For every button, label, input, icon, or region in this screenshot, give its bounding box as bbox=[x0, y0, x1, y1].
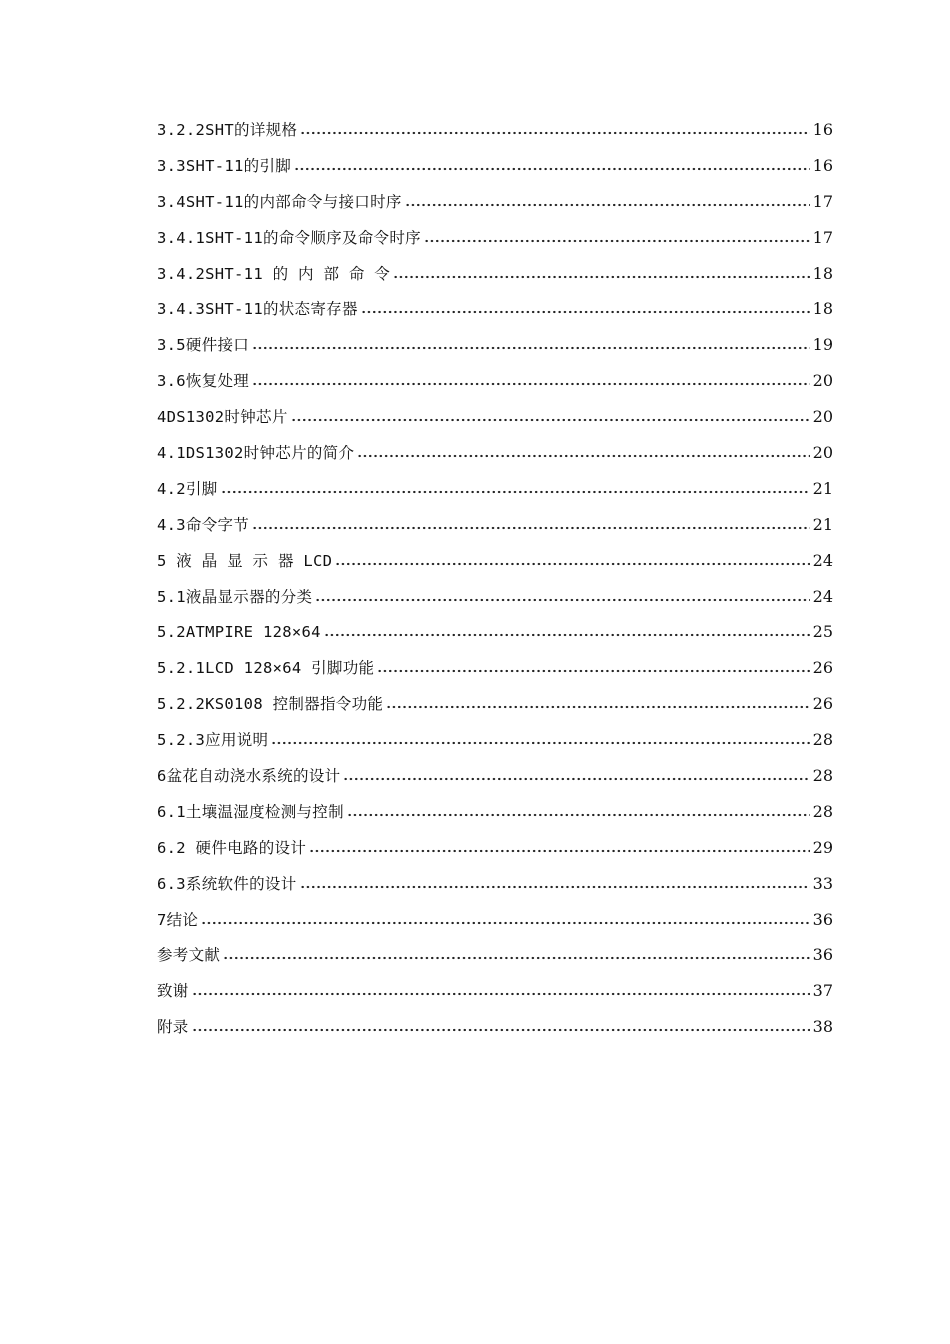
toc-entry[interactable] bbox=[157, 866, 833, 902]
toc-entry-page: 33 bbox=[812, 873, 833, 893]
dot-leader bbox=[335, 562, 809, 566]
toc-entry[interactable] bbox=[157, 686, 833, 722]
toc-entry[interactable] bbox=[157, 471, 833, 507]
toc-entry-page: 28 bbox=[812, 801, 833, 821]
dot-leader bbox=[291, 418, 810, 422]
toc-entry-page: 18 bbox=[812, 299, 833, 319]
dot-leader bbox=[347, 813, 810, 817]
toc-entry[interactable] bbox=[157, 327, 833, 363]
toc-entry[interactable] bbox=[157, 794, 833, 830]
toc-entry-title: 6盆花自动浇水系统的设计 bbox=[157, 766, 341, 785]
toc-entry-page: 24 bbox=[812, 586, 833, 606]
toc-entry-title: 4.2引脚 bbox=[157, 479, 218, 498]
dot-leader bbox=[315, 598, 809, 602]
toc-entry[interactable] bbox=[157, 543, 833, 579]
dot-leader bbox=[223, 956, 809, 960]
toc-entry-title: 3.5硬件接口 bbox=[157, 336, 250, 355]
dot-leader bbox=[192, 1028, 810, 1032]
toc-entry-title: 参考文献 bbox=[157, 946, 221, 965]
toc-entry-page: 38 bbox=[812, 1017, 833, 1037]
toc-entry-title: 3.2.2SHT的详规格 bbox=[157, 120, 298, 139]
toc-entry-title: 3.4.3SHT-11的状态寄存器 bbox=[157, 300, 358, 319]
toc-entry[interactable] bbox=[157, 184, 833, 220]
toc-entry-title: 5.1液晶显示器的分类 bbox=[157, 587, 313, 606]
toc-entry-title: 5.2.3应用说明 bbox=[157, 731, 269, 750]
dot-leader bbox=[201, 921, 809, 925]
toc-entry-page: 24 bbox=[812, 550, 833, 570]
dot-leader bbox=[252, 382, 810, 386]
dot-leader bbox=[300, 131, 809, 135]
toc-entry-page: 20 bbox=[812, 407, 833, 427]
toc-entry-page: 29 bbox=[812, 837, 833, 857]
toc-entry-page: 16 bbox=[812, 119, 833, 139]
toc-entry-page: 19 bbox=[812, 335, 833, 355]
toc-entry-title: 4DS1302时钟芯片 bbox=[157, 408, 288, 427]
toc-entry-page: 21 bbox=[812, 514, 833, 534]
toc-entry-title: 6.1土壤温湿度检测与控制 bbox=[157, 802, 344, 821]
dot-leader bbox=[309, 849, 810, 853]
toc-entry-page: 20 bbox=[812, 442, 833, 462]
toc-entry-title: 5 液 晶 显 示 器 LCD bbox=[157, 551, 333, 570]
dot-leader bbox=[424, 239, 810, 243]
toc-entry-title: 7结论 bbox=[157, 910, 199, 929]
toc-entry-title: 4.3命令字节 bbox=[157, 515, 250, 534]
toc-entry-title: 5.2ATMPIRE 128×64 bbox=[157, 623, 321, 642]
dot-leader bbox=[294, 167, 810, 171]
dot-leader bbox=[393, 275, 810, 279]
toc-entry[interactable] bbox=[157, 399, 833, 435]
dot-leader bbox=[361, 310, 810, 314]
toc-entry-title: 3.4.2SHT-11 的 内 部 命 令 bbox=[157, 264, 391, 283]
toc-entry-title: 5.2.1LCD 128×64 引脚功能 bbox=[157, 659, 375, 678]
toc-entry-title: 3.3SHT-11的引脚 bbox=[157, 156, 292, 175]
toc-entry-page: 21 bbox=[812, 478, 833, 498]
dot-leader bbox=[252, 526, 810, 530]
toc-entry-title: 4.1DS1302时钟芯片的简介 bbox=[157, 443, 355, 462]
toc-entry-page: 25 bbox=[812, 622, 833, 642]
toc-entry[interactable] bbox=[157, 363, 833, 399]
dot-leader bbox=[221, 490, 810, 494]
toc-entry-title: 3.6恢复处理 bbox=[157, 372, 250, 391]
dot-leader bbox=[377, 669, 809, 673]
toc-entry[interactable] bbox=[157, 112, 833, 148]
toc-entry-title: 6.3系统软件的设计 bbox=[157, 874, 297, 893]
toc-entry[interactable] bbox=[157, 722, 833, 758]
toc-entry-page: 28 bbox=[812, 730, 833, 750]
toc-entry-title: 3.4SHT-11的内部命令与接口时序 bbox=[157, 192, 402, 211]
toc-entry[interactable] bbox=[157, 758, 833, 794]
toc-entry-title: 5.2.2KS0108 控制器指令功能 bbox=[157, 695, 384, 714]
toc-entry-page: 17 bbox=[812, 227, 833, 247]
toc-entry[interactable] bbox=[157, 435, 833, 471]
toc-entry[interactable] bbox=[157, 256, 833, 292]
toc-entry[interactable] bbox=[157, 830, 833, 866]
toc-entry[interactable] bbox=[157, 291, 833, 327]
toc-entry-page: 28 bbox=[812, 765, 833, 785]
toc-entry[interactable] bbox=[157, 973, 833, 1009]
toc-entry-title: 3.4.1SHT-11的命令顺序及命令时序 bbox=[157, 228, 421, 247]
dot-leader bbox=[271, 741, 809, 745]
toc-entry-page: 16 bbox=[812, 155, 833, 175]
dot-leader bbox=[405, 203, 810, 207]
toc-entry-page: 37 bbox=[812, 981, 833, 1001]
toc-entry[interactable] bbox=[157, 579, 833, 615]
toc-entry-page: 26 bbox=[812, 694, 833, 714]
toc-entry[interactable] bbox=[157, 148, 833, 184]
dot-leader bbox=[386, 705, 809, 709]
toc-entry-title: 附录 bbox=[157, 1018, 189, 1037]
toc-entry[interactable] bbox=[157, 650, 833, 686]
toc-entry-title: 致谢 bbox=[157, 982, 189, 1001]
toc-entry-title: 6.2 硬件电路的设计 bbox=[157, 838, 307, 857]
dot-leader bbox=[192, 992, 810, 996]
toc-entry[interactable] bbox=[157, 937, 833, 973]
table-of-contents bbox=[157, 112, 833, 1045]
dot-leader bbox=[357, 454, 809, 458]
dot-leader bbox=[343, 777, 809, 781]
toc-entry-page: 36 bbox=[812, 909, 833, 929]
dot-leader bbox=[300, 885, 810, 889]
dot-leader bbox=[324, 633, 810, 637]
toc-entry[interactable] bbox=[157, 1009, 833, 1045]
toc-entry[interactable] bbox=[157, 220, 833, 256]
toc-entry-page: 26 bbox=[812, 658, 833, 678]
toc-entry[interactable] bbox=[157, 902, 833, 938]
toc-entry-page: 18 bbox=[812, 263, 833, 283]
toc-entry-page: 17 bbox=[812, 191, 833, 211]
dot-leader bbox=[252, 346, 810, 350]
toc-entry-page: 20 bbox=[812, 371, 833, 391]
toc-entry[interactable] bbox=[157, 507, 833, 543]
toc-entry-page: 36 bbox=[812, 945, 833, 965]
toc-entry[interactable] bbox=[157, 614, 833, 650]
